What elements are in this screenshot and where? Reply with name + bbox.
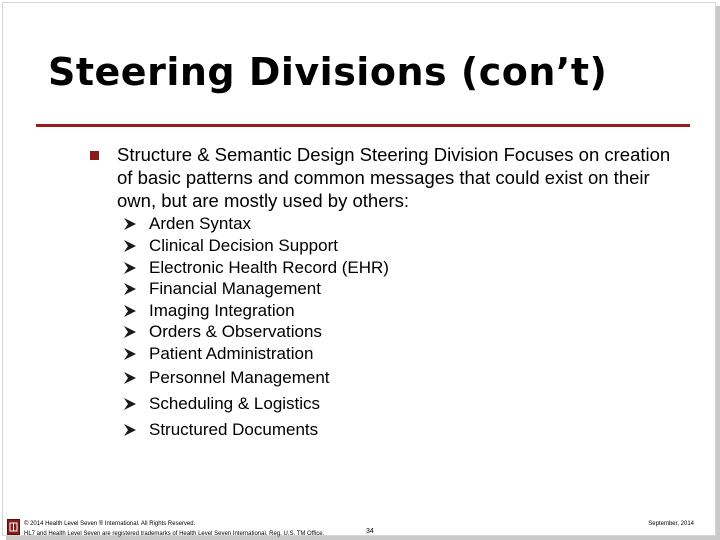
arrowhead-bullet-icon (122, 282, 138, 296)
list-item (122, 420, 522, 440)
title-divider (36, 124, 690, 127)
list-item (122, 301, 522, 321)
arrowhead-bullet-icon (122, 217, 138, 231)
slide-title: Steering Divisions (con’t) (48, 50, 608, 94)
slide-shadow-right (716, 6, 720, 540)
list-item (122, 368, 522, 388)
square-bullet-icon (90, 151, 99, 160)
footer-date: September, 2014 (648, 521, 694, 527)
list-item-label: Arden Syntax (149, 214, 252, 233)
arrowhead-bullet-icon (122, 397, 138, 411)
arrowhead-bullet-icon (122, 261, 138, 275)
list-item (122, 344, 522, 364)
arrowhead-bullet-icon (122, 304, 138, 318)
list-item (122, 258, 522, 278)
list-item-label: Structured Documents (149, 420, 319, 439)
list-item (122, 214, 522, 234)
list-item-label: Imaging Integration (149, 301, 295, 320)
list-item-label: Clinical Decision Support (149, 236, 338, 255)
list-item-label: Electronic Health Record (EHR) (149, 258, 389, 277)
arrowhead-bullet-icon (122, 325, 138, 339)
arrowhead-bullet-icon (122, 423, 138, 437)
arrowhead-bullet-icon (122, 239, 138, 253)
list-item-label: Orders & Observations (149, 322, 322, 341)
list-item (122, 236, 522, 256)
list-item-label: Patient Administration (149, 344, 314, 363)
footer-copyright: © 2014 Health Level Seven ® International. All Rights Reserved. (24, 521, 196, 527)
list-item (122, 279, 522, 299)
main-bullet-text: Structure & Semantic Design Steering Division Focuses on creation of basic patterns and common messages that could exist on their own, but are mostly used by others: (117, 144, 671, 211)
list-item-label: Personnel Management (149, 368, 330, 387)
page-number: 34 (366, 528, 374, 535)
list-item-label: Financial Management (149, 279, 321, 298)
list-item-label: Scheduling & Logistics (149, 394, 321, 413)
arrowhead-bullet-icon (122, 371, 138, 385)
list-item (122, 322, 522, 342)
footer-trademark: HL7 and Health Level Seven are registered trademarks of Health Level Seven International. Reg. U.S. TM Office. (24, 531, 325, 537)
arrowhead-bullet-icon (122, 347, 138, 361)
list-item (122, 394, 522, 414)
hl7-logo-icon (7, 519, 20, 535)
